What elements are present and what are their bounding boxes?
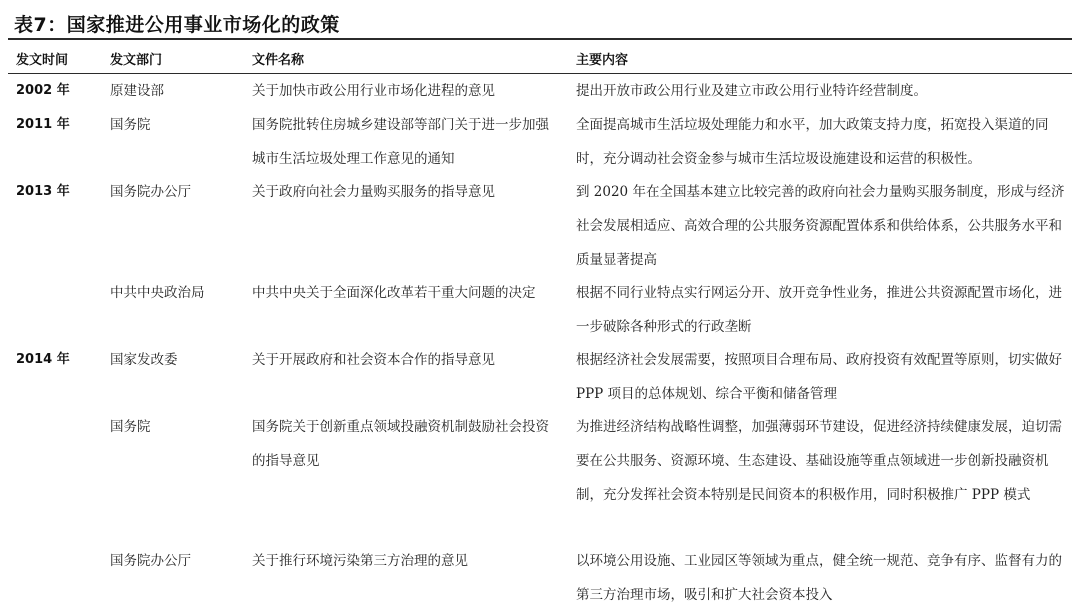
row-content: 根据不同行业特点实行网运分开、放开竞争性业务，推进公共资源配置市场化，进一步破除各种形式的行政垄断 — [576, 285, 1062, 335]
row-year: 2011 年 — [16, 117, 70, 132]
row-content: 到 2020 年在全国基本建立比较完善的政府向社会力量购买服务制度，形成与经济社会发展相适应、高效合理的公共服务资源配置体系和供给体系，公共服务水平和质量显著提高 — [576, 184, 1065, 268]
header-content: 主要内容 — [576, 53, 629, 68]
row-dept: 国务院办公厅 — [110, 553, 191, 569]
row-dept: 国务院 — [110, 419, 151, 435]
row-dept: 国家发改委 — [110, 352, 178, 368]
row-doc: 国务院批转住房城乡建设部等部门关于进一步加强城市生活垃圾处理工作意见的通知 — [252, 117, 549, 167]
header-doc: 文件名称 — [252, 53, 305, 68]
row-dept: 国务院办公厅 — [110, 184, 191, 200]
row-doc: 中共中央关于全面深化改革若干重大问题的决定 — [252, 285, 536, 301]
table-header-row — [8, 40, 1072, 74]
header-year: 发文时间 — [16, 53, 69, 68]
header-dept: 发文部门 — [110, 53, 163, 68]
row-content: 提出开放市政公用行业及建立市政公用行业特许经营制度。 — [576, 83, 927, 99]
row-doc: 关于推行环境污染第三方治理的意见 — [252, 553, 468, 569]
row-content: 为推进经济结构战略性调整，加强薄弱环节建设，促进经济持续健康发展，迫切需要在公共服务、资源环境、生态建设、基础设施等重点领域进一步创新投融资机制，充分发挥社会资本特别是民间资本的积极作用，同时积极推广 PPP 模式 — [576, 419, 1062, 503]
row-year: 2002 年 — [16, 83, 70, 98]
row-year: 2013 年 — [16, 184, 70, 199]
row-content: 以环境公用设施、工业园区等领域为重点，健全统一规范、竞争有序、监督有力的第三方治理市场，吸引和扩大社会资本投入 — [576, 553, 1062, 603]
row-content: 全面提高城市生活垃圾处理能力和水平，加大政策支持力度，拓宽投入渠道的同时，充分调动社会资金参与城市生活垃圾设施建设和运营的积极性。 — [576, 117, 1049, 167]
row-content: 根据经济社会发展需要，按照项目合理布局、政府投资有效配置等原则，切实做好 PPP 项目的总体规划、综合平衡和储备管理 — [576, 352, 1062, 402]
table-title: 表7：国家推进公用事业市场化的政策 — [14, 14, 340, 36]
table-title-bar — [8, 6, 1072, 40]
row-doc: 关于开展政府和社会资本合作的指导意见 — [252, 352, 495, 368]
row-doc: 关于政府向社会力量购买服务的指导意见 — [252, 184, 495, 200]
row-dept: 原建设部 — [110, 83, 164, 99]
row-doc: 关于加快市政公用行业市场化进程的意见 — [252, 83, 495, 99]
row-doc: 国务院关于创新重点领域投融资机制鼓励社会投资的指导意见 — [252, 419, 549, 469]
row-dept: 国务院 — [110, 117, 151, 133]
row-year: 2014 年 — [16, 352, 70, 367]
row-dept: 中共中央政治局 — [110, 285, 205, 301]
